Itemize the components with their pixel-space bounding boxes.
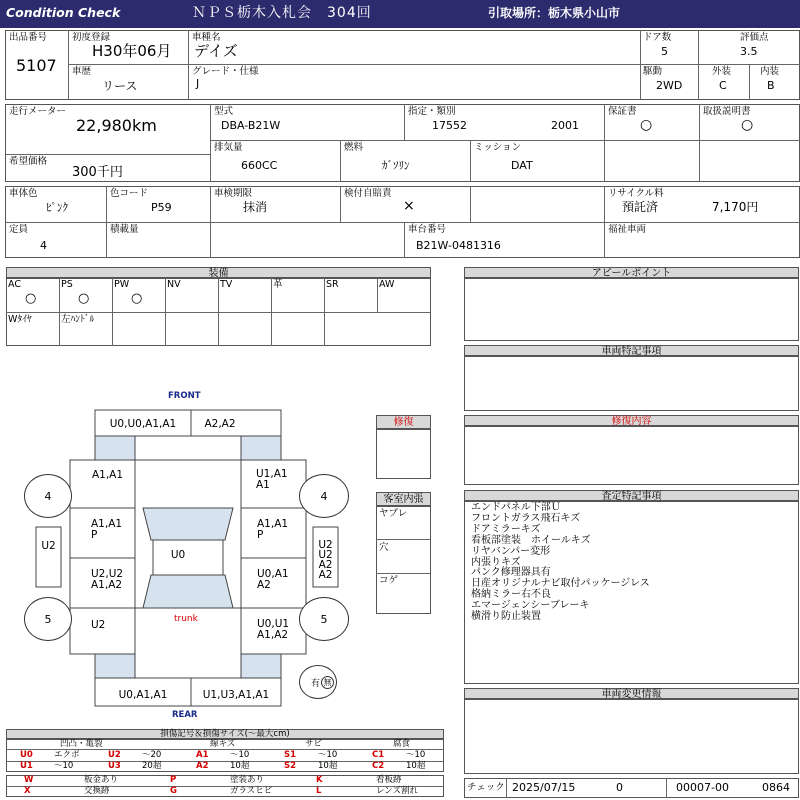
- equip-ps-label: PS: [61, 279, 73, 290]
- legend-title: 損傷記号＆損傷サイズ(～最大cm): [6, 729, 444, 739]
- inspection-item: エンドパネル下部Ｕ: [471, 502, 561, 513]
- equip-ac-label: AC: [8, 279, 21, 290]
- legend-damage-code: U3: [108, 761, 121, 771]
- condition-check-title: Condition Check: [6, 5, 121, 20]
- fuel-value: ｶﾞｿﾘﾝ: [382, 159, 410, 172]
- legend-damage-desc: 10超: [406, 761, 426, 771]
- interior-grade: B: [767, 79, 775, 92]
- rear-label: REAR: [172, 710, 198, 720]
- repair-content-title: 修復内容: [464, 415, 799, 426]
- doors-label: ドア数: [643, 32, 672, 43]
- cabin-tear: ヤブレ: [379, 508, 408, 519]
- reg-label: 初度登録: [72, 32, 111, 43]
- int-label: 内装: [760, 66, 780, 77]
- legend-damage-code: C2: [372, 761, 385, 771]
- cabin-burn: コゲ: [379, 575, 399, 586]
- legend-damage-code: S2: [284, 761, 297, 771]
- cabin-hole: 穴: [379, 542, 389, 553]
- drive-label: 駆動: [643, 66, 663, 77]
- class-number: 2001: [551, 119, 579, 132]
- warranty-label: 保証書: [608, 106, 637, 117]
- grade-value: J: [196, 77, 200, 90]
- front-fender-left: A1,A1: [91, 469, 124, 481]
- first-registration: H30年06月: [92, 42, 172, 60]
- name-label: 車種名: [192, 32, 221, 43]
- displacement-value: 660CC: [241, 159, 278, 172]
- capacity-label: 定員: [9, 224, 29, 235]
- legend-damage-desc: ～10: [230, 750, 250, 760]
- manual-label: 取扱説明書: [703, 106, 751, 117]
- rear-fender-left: U2: [91, 619, 106, 631]
- lot-label: 出品番号: [9, 32, 48, 43]
- equipment-title: 装備: [6, 267, 431, 278]
- rear-bumper-right: U1,U3,A1,A1: [202, 689, 270, 701]
- color-label: 車体色: [9, 188, 38, 199]
- recycle-fee: 7,170円: [712, 200, 759, 214]
- equip-pw-label: PW: [114, 279, 130, 290]
- equip-nv-label: NV: [167, 279, 181, 290]
- front-label: FRONT: [168, 391, 201, 401]
- car-name: デイズ: [194, 42, 238, 60]
- side-step-left: U2: [41, 540, 56, 552]
- exterior-grade: C: [719, 79, 727, 92]
- body-color: ﾋﾟﾝｸ: [46, 201, 68, 214]
- rear-door-left: U2,U2 A1,A2: [91, 568, 124, 592]
- front-bumper-right: A2,A2: [204, 418, 236, 430]
- vin-value: B21W-0481316: [416, 239, 501, 252]
- rear-bumper-left: U0,A1,A1: [118, 689, 168, 701]
- legend-code-letter: K: [316, 775, 323, 785]
- mission-label: ミッション: [474, 142, 522, 153]
- equip-leather-label: 革: [273, 279, 283, 290]
- code-label: 色コード: [110, 188, 149, 199]
- legend-code-desc: 看板跡: [376, 775, 402, 785]
- legend-code-desc: ガラスヒビ: [230, 786, 273, 796]
- legend-damage-desc: 10超: [230, 761, 250, 771]
- load-label: 積載量: [110, 224, 139, 235]
- manual-value: ○: [741, 117, 754, 133]
- roof: U0: [170, 549, 186, 561]
- price-label: 希望価格: [9, 156, 48, 167]
- front-door-left: A1,A1 P: [91, 518, 123, 542]
- vin-label: 車台番号: [408, 224, 447, 235]
- legend-damage-desc: 10超: [318, 761, 338, 771]
- inspect-label: 車検期限: [214, 188, 253, 199]
- legend-damage-desc: ～10: [318, 750, 338, 760]
- yes-label: 有: [311, 678, 321, 689]
- auction-title: ＮＰＳ栃木入札会 304回: [192, 5, 372, 21]
- legend-damage-rows: [6, 750, 444, 772]
- equip-lhd-label: 左ﾊﾝﾄﾞﾙ: [61, 314, 95, 325]
- inspection-item: フロントガラス飛石キズ: [471, 512, 581, 524]
- repair-title: 修復: [376, 415, 431, 429]
- doors-value: 5: [661, 45, 668, 58]
- score-label: 評価点: [740, 32, 769, 43]
- equip-ps-value: ○: [78, 291, 90, 306]
- legend-code-letter: W: [24, 775, 34, 785]
- record-id: 00007-00: [676, 781, 729, 794]
- model-label: 型式: [214, 106, 234, 117]
- legend-damage-desc: ～20: [142, 750, 162, 760]
- inspection-item: 日産オリジナルナビ取付パッケージレス: [471, 578, 650, 590]
- legend-damage-code: U2: [108, 750, 121, 760]
- welfare-label: 福祉車両: [608, 224, 647, 235]
- equip-sr-label: SR: [326, 279, 339, 290]
- displacement-label: 排気量: [214, 142, 243, 153]
- inspection-title: 査定特記事項: [464, 490, 799, 501]
- appeal-title: アピールポイント: [464, 267, 799, 278]
- cabin-box: [376, 506, 431, 614]
- legend-damage-desc: ～10: [406, 750, 426, 760]
- repair-box: [376, 429, 431, 479]
- legend-damage-code: C1: [372, 750, 385, 760]
- front-door-right: A1,A1 P: [257, 518, 289, 542]
- pickup-location: 引取場所：栃木県小山市: [488, 6, 621, 20]
- special-box: [464, 356, 799, 411]
- capacity-value: 4: [40, 239, 47, 252]
- equip-tv-label: TV: [220, 279, 233, 290]
- drive-value: 2WD: [656, 79, 683, 92]
- legend-code-desc: 板金あり: [84, 775, 119, 785]
- side-step-right: U2 U2 A2 A2: [318, 539, 333, 582]
- spec-number: 17552: [432, 119, 467, 132]
- legend-code-letter: P: [170, 775, 177, 785]
- inspection-item: パンク修理器具有: [471, 567, 551, 579]
- equip-pw-value: ○: [131, 291, 143, 306]
- score-value: 3.5: [740, 45, 758, 58]
- odometer-value: 22,980km: [76, 116, 157, 135]
- legend-code-desc: 塗装あり: [230, 775, 265, 785]
- inspection-item: 格納ミラー右不良: [471, 589, 551, 601]
- inspection-item: 内張りキズ: [471, 556, 521, 568]
- yes-no-indicator: [299, 665, 337, 699]
- legend-damage-desc: 20超: [142, 761, 162, 771]
- legend-code-desc: レンズ割れ: [376, 786, 419, 796]
- tire-rear-left: 5: [24, 597, 72, 641]
- inspection-item: 看板部塗装 ホイールキズ: [471, 534, 591, 546]
- spec-label: 指定・類別: [408, 106, 456, 117]
- tire-rear-right: 5: [299, 597, 349, 641]
- repair-content-box: [464, 426, 799, 485]
- change-box: [464, 699, 799, 774]
- appeal-box: [464, 278, 799, 341]
- color-code: P59: [151, 201, 172, 214]
- equip-ac-value: ○: [25, 291, 37, 306]
- warranty-value: ○: [640, 117, 653, 133]
- inspection-expiry: 抹消: [243, 200, 268, 214]
- legend-head-dent: 凹凸・亀裂: [60, 739, 103, 749]
- legend-code-letter: X: [24, 786, 31, 796]
- desired-price: 300千円: [72, 165, 123, 180]
- history-label: 車歴: [72, 66, 92, 77]
- legend-head-corrosion: 腐食: [393, 739, 411, 749]
- check-zero: 0: [616, 781, 623, 794]
- legend-code-desc: 交換跡: [84, 786, 110, 796]
- check-label: チェック: [467, 782, 505, 793]
- legend-head-rust: サビ: [305, 739, 323, 749]
- grade-label: グレード・仕様: [192, 66, 259, 77]
- model-code: DBA-B21W: [221, 119, 281, 132]
- recycle-status: 預託済: [622, 200, 659, 214]
- rear-fender-right: U0,U1 A1,A2: [257, 618, 290, 642]
- recycle-label: リサイクル料: [608, 188, 664, 199]
- legend-damage-desc: ～10: [54, 761, 74, 771]
- check-date: 2025/07/15: [512, 781, 576, 794]
- legend-damage-code: U0: [20, 750, 33, 760]
- legend-damage-desc: エクボ: [54, 750, 80, 760]
- legend-damage-code: A2: [196, 761, 209, 771]
- insurance-label: 検付自賠責: [344, 188, 392, 199]
- inspection-list: [471, 503, 791, 623]
- mission-value: DAT: [511, 159, 533, 172]
- front-fender-right: U1,A1 A1: [256, 468, 288, 492]
- inspection-item: 横滑り防止装置: [471, 611, 541, 623]
- special-title: 車両特記事項: [464, 345, 799, 356]
- cabin-title: 客室内張: [376, 492, 431, 506]
- equip-wtire-label: Wﾀｲﾔ: [8, 314, 32, 325]
- legend-code-letter: L: [316, 786, 322, 796]
- front-bumper-left: U0,U0,A1,A1: [109, 418, 177, 430]
- inspection-item: ドアミラーキズ: [471, 523, 541, 535]
- fuel-label: 燃料: [344, 142, 364, 153]
- ext-label: 外装: [712, 66, 732, 77]
- legend-codes-rows: [6, 775, 444, 797]
- no-label: 無: [321, 676, 334, 689]
- inspection-item: エマージェンシーブレーキ: [471, 600, 590, 612]
- tire-front-left: 4: [24, 474, 72, 518]
- record-number: 0864: [762, 781, 790, 794]
- change-title: 車両変更情報: [464, 688, 799, 699]
- legend-code-letter: G: [170, 786, 177, 796]
- insurance-value: ×: [403, 198, 415, 214]
- trunk-label: trunk: [174, 614, 198, 624]
- legend-damage-code: A1: [196, 750, 209, 760]
- legend-damage-code: S1: [284, 750, 297, 760]
- lot-number: 5107: [16, 56, 57, 75]
- equip-aw-label: AW: [379, 279, 395, 290]
- tire-front-right: 4: [299, 474, 349, 518]
- meter-label: 走行メーター: [9, 106, 67, 117]
- rear-door-right: U0,A1 A2: [257, 568, 289, 592]
- legend-damage-code: U1: [20, 761, 33, 771]
- legend-head-scratch: 線キズ: [210, 739, 236, 749]
- inspection-item: リヤバンパー変形: [471, 545, 551, 557]
- history-value: リース: [102, 79, 138, 93]
